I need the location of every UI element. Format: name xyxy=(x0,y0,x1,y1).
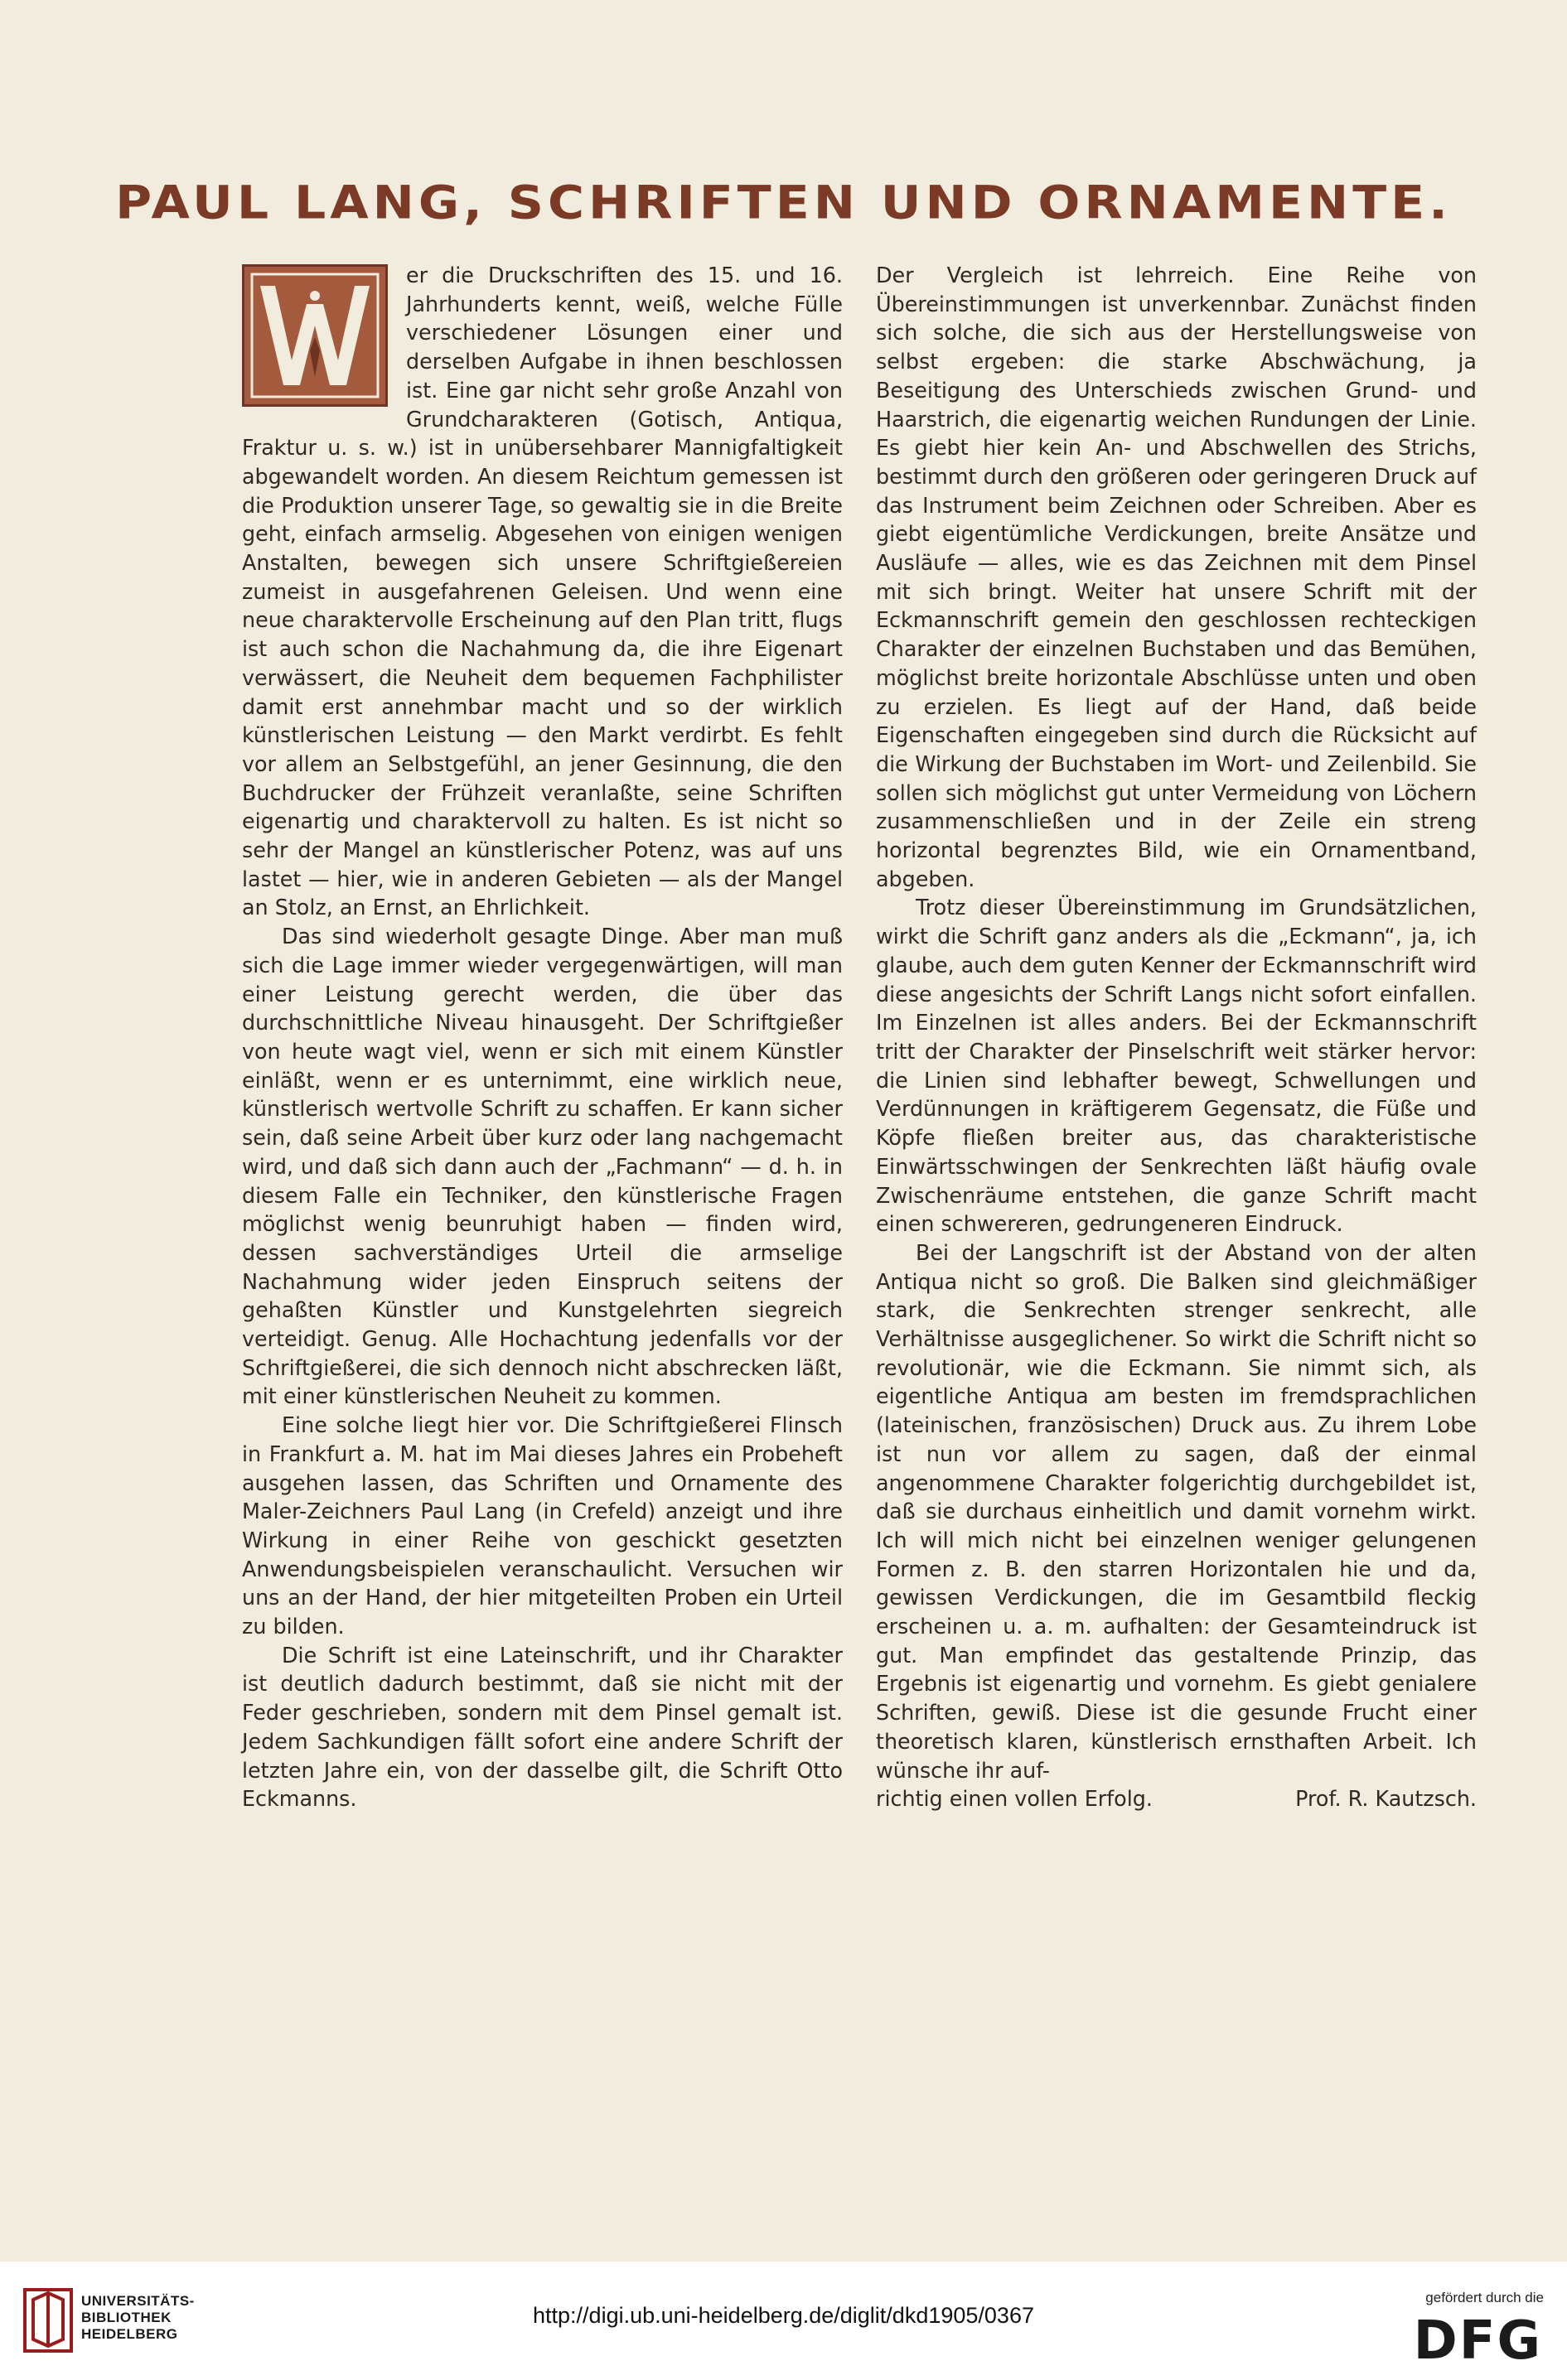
digitization-footer xyxy=(0,2262,1567,2380)
dropcap-letter-graphic xyxy=(249,271,381,400)
author-signature: Prof. R. Kautzsch. xyxy=(1295,1786,1477,1812)
source-url-link[interactable]: http://digi.ub.uni-heidelberg.de/diglit/dkd1905/0367 xyxy=(533,2303,1034,2328)
dfg-logo[interactable]: DFG xyxy=(1413,2310,1542,2372)
paragraph-text: er die Druckschriften des 15. und 16. Jahrhunderts kennt, weiß, welche Fülle verschiedener Lösungen einer und derselben Aufgabe in ihnen beschlossen ist. Eine gar nicht sehr große Anzahl von Grundcharakteren (Gotisch, Antiqua, Fraktur u. s. w.) ist in unübersehbarer Mannigfaltigkeit abgewandelt worden. An diesem Reichtum gemessen ist die Produktion unserer Tage, so gewaltig sie in die Breite geht, einfach armselig. Abgesehen von einigen wenigen Anstalten, bewegen sich unsere Schriftgießereien zumeist in ausgefahrenen Geleisen. Und wenn eine neue charaktervolle Erscheinung auf den Plan tritt, flugs ist auch schon die Nachahmung da, die ihre Eigenart verwässert, die Neuheit dem bequemen Fachphilister damit erst annehmbar macht und so der wirklich künstlerischen Leistung — den Markt verdirbt. Es fehlt vor allem an Selbstgefühl, an jener Gesinnung, die den Buchdrucker der Frühzeit veranlaßte, seine Schriften eigenartig und charaktervoll zu halten. Es ist nicht so sehr der Mangel an künstlerischer Potenz, was auf uns lastet — hier, wie in anderen Gebieten — als der Mangel an Stolz, an Ernst, an Ehrlichkeit. xyxy=(242,263,843,920)
funding-caption: gefördert durch die xyxy=(1425,2290,1544,2305)
left-column xyxy=(242,261,843,1813)
closing-text: richtig einen vollen Erfolg. xyxy=(876,1786,1153,1812)
paragraph: Bei der Langschrift ist der Abstand von der alten Antiqua nicht so groß. Die Balken sind gleichmäßiger stark, die Senkrechten strenger senkrecht, alle Verhältnisse ausgeglichener. So wirkt die Schrift nicht so revolutionär, wie die Eckmann. Sie nimmt sich, als eigentliche Antiqua am besten im fremdsprachlichen (lateinischen, französischen) Druck aus. Zu ihrem Lobe ist nun vor allem zu sagen, daß der einmal angenommene Charakter folgerichtig durchgebildet ist, daß sie durchaus einheitlich und damit vornehm wirkt. Ich will mich nicht bei einzelnen weniger gelungenen Formen z. B. den starren Horizontalen hie und da, gewissen Verdickungen, die im Gesamtbild fleckig erscheinen u. a. m. aufhalten: der Gesamteindruck ist gut. Man empfindet das gestaltende Prinzip, das Ergebnis ist eigenartig und vornehm. Es giebt genialere Schriften, gewiß. Diese ist die gesunde Frucht einer theoretisch klaren, künstlerisch ernsthaften Arbeit. Ich wünsche ihr auf- xyxy=(876,1239,1477,1783)
library-name-line: BIBLIOTHEK xyxy=(81,2310,172,2325)
right-column xyxy=(876,261,1477,1813)
paragraph: Trotz dieser Übereinstimmung im Grundsätzlichen, wirkt die Schrift ganz anders als die „Eckmann“, ja, ich glaube, auch dem guten Kenner der Eckmannschrift wird diese angesichts der Schrift Langs nicht sofort einfallen. Im Einzelnen ist alles anders. Bei der Eckmannschrift tritt der Charakter der Pinselschrift weit stärker hervor: die Linien sind lebhafter bewegt, Schwellungen und Verdünnungen in kräftigerem Gegensatz, die Füße und Köpfe fließen breiter aus, das charakteristische Einwärtsschwingen der Senkrechten läßt häufig ovale Zwischenräume entstehen, die ganze Schrift macht einen schwereren, gedrungeneren Eindruck. xyxy=(876,895,1477,1237)
closing-line xyxy=(876,1784,1477,1813)
paragraph xyxy=(242,261,843,922)
library-name-line: UNIVERSITÄTS- xyxy=(81,2293,195,2309)
paragraph: Der Vergleich ist lehrreich. Eine Reihe von Übereinstimmungen ist unverkennbar. Zunächst finden sich solche, die sich aus der Herstellungsweise von selbst ergeben: die starke Abschwächung, ja Beseitigung des Unterschieds zwischen Grund- und Haarstrich, die eigenartig weichen Rundungen der Linie. Es giebt hier kein An- und Abschwellen des Strichs, bestimmt durch den größeren oder geringeren Druck auf das Instrument beim Zeichnen oder Schreiben. Aber es giebt eigentümliche Verdickungen, breite Ansätze und Ausläufe — alles, wie es das Zeichnen mit dem Pinsel mit sich bringt. Weiter hat unsere Schrift mit der Eckmannschrift gemein den geschlossen rechteckigen Charakter der einzelnen Buchstaben und das Bemühen, möglichst breite horizontale Abschlüsse unten und oben zu erzielen. Es liegt auf der Hand, daß beide Eigenschaften eingegeben sind durch die Rücksicht auf die Wirkung der Buchstaben im Wort- und Zeilenbild. Sie sollen sich möglichst gut unter Vermeidung von Löchern zusammenschließen und in der Zeile ein streng horizontal begrenztes Bild, wie ein Ornamentband, abgeben. xyxy=(876,263,1477,891)
paragraph: Die Schrift ist eine Lateinschrift, und ihr Charakter ist deutlich dadurch bestimmt, daß sie nicht mit der Feder geschrieben, sondern mit dem Pinsel gemalt ist. Jedem Sachkundigen fällt sofort eine andere Schrift der letzten Jahre ein, von der dasselbe gilt, die Schrift Otto Eckmanns. xyxy=(242,1642,843,1812)
library-name-line: HEIDELBERG xyxy=(81,2326,178,2342)
paragraph: Eine solche liegt hier vor. Die Schriftgießerei Flinsch in Frankfurt a. M. hat im Mai dieses Jahres ein Probeheft ausgehen lassen, das Schriften und Ornamente des Maler-Zeichners Paul Lang (in Crefeld) anzeigt und ihre Wirkung in einer Reihe von geschickt gesetzten Anwendungsbeispielen veranschaulicht. Versuchen wir uns an der Hand, der hier mitgeteilten Proben ein Urteil zu bilden. xyxy=(242,1412,843,1639)
article-title: PAUL LANG, SCHRIFTEN UND ORNAMENTE. xyxy=(115,176,1452,230)
dropcap-w-ornament xyxy=(242,264,388,407)
paragraph: Das sind wiederholt gesagte Dinge. Aber man muß sich die Lage immer wieder vergegenwärtigen, will man einer Leistung gerecht werden, die über das durchschnittliche Niveau hinausgeht. Der Schriftgießer von heute wagt viel, wenn er sich mit einem Künstler einläßt, wenn er es unternimmt, eine wirklich neue, künstlerisch wertvolle Schrift zu schaffen. Er kann sicher sein, daß seine Arbeit über kurz oder lang nachgemacht wird, und daß sich dann auch der „Fachmann“ — d. h. in diesem Falle ein Techniker, den künstlerische Fragen möglichst wenig beunruhigt haben — finden wird, dessen sachverständiges Urteil die armselige Nachahmung wider jeden Einspruch seitens der gehaßten Künstler und Kunstgelehrten siegreich verteidigt. Genug. Alle Hochachtung jedenfalls vor der Schriftgießerei, die sich dennoch nicht abschrecken läßt, mit einer künstlerischen Neuheit zu kommen. xyxy=(242,924,843,1409)
